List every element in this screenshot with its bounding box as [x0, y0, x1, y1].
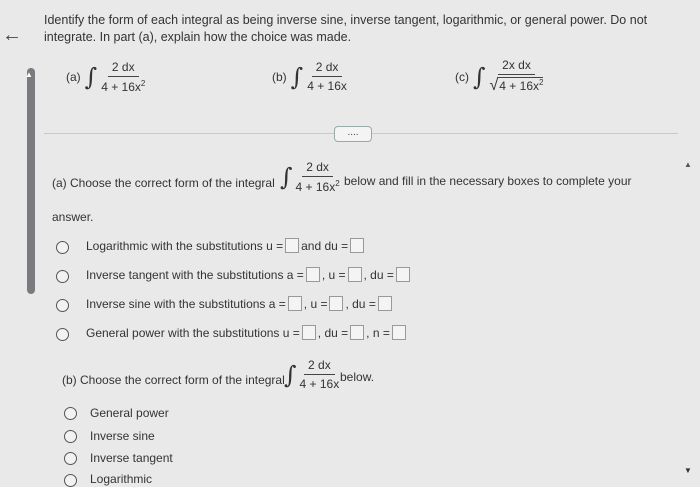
- radio-inverse-sine[interactable]: [56, 299, 69, 312]
- radio-b-inverse-sine[interactable]: [64, 430, 77, 443]
- option-b-inverse-tangent: Inverse tangent: [90, 451, 173, 465]
- square-root-icon: √: [489, 77, 499, 94]
- part-a-fraction-denominator-text: 4 + 16x: [295, 180, 336, 194]
- option-inverse-tangent-text-3: , du =: [363, 267, 394, 282]
- part-a-prompt-before: (a) Choose the correct form of the integral: [52, 176, 275, 190]
- option-b-inverse-sine: Inverse sine: [90, 429, 155, 443]
- fraction-c-radicand: [497, 77, 543, 93]
- more-button[interactable]: ....: [334, 126, 372, 142]
- answer-box-u[interactable]: [302, 325, 316, 340]
- integral-a: [66, 60, 145, 94]
- option-logarithmic-text-1: Logarithmic with the substitutions u =: [86, 238, 284, 253]
- integral-c-label: (c): [455, 69, 469, 84]
- radio-b-inverse-tangent[interactable]: [64, 452, 77, 465]
- option-inverse-sine-text-2: , u =: [303, 296, 328, 311]
- fraction-a-numerator: 2 dx: [108, 60, 139, 77]
- fraction-b-denominator: 4 + 16x: [307, 79, 347, 93]
- part-b-fraction-denominator: 4 + 16x: [299, 377, 340, 391]
- answer-box-u[interactable]: [329, 296, 343, 311]
- radio-inverse-tangent[interactable]: [56, 270, 69, 283]
- option-general-power-text-1: General power with the substitutions u =: [86, 325, 300, 340]
- scroll-up-icon[interactable]: ▲: [25, 70, 33, 79]
- integral-c: [455, 58, 543, 95]
- answer-box-a[interactable]: [306, 267, 320, 282]
- part-b-fraction-numerator: 2 dx: [304, 358, 335, 375]
- answer-box-u[interactable]: [348, 267, 362, 282]
- part-a-fraction: [296, 160, 340, 194]
- integral-sign-icon: ∫: [473, 62, 486, 91]
- part-a-fraction-numerator: 2 dx: [302, 160, 333, 177]
- part-a-prompt-after: below and fill in the necessary boxes to complete your: [344, 174, 632, 188]
- option-inverse-tangent-text-2: , u =: [321, 267, 346, 282]
- integral-b: [272, 60, 347, 93]
- option-inverse-sine-text-3: , du =: [345, 296, 376, 311]
- part-b-integral: [284, 358, 339, 391]
- answer-box-du[interactable]: [350, 325, 364, 340]
- scroll-down-icon[interactable]: ▼: [684, 466, 692, 475]
- part-a-fraction-exponent: 2: [335, 179, 340, 188]
- option-inverse-sine-text-1: Inverse sine with the substitutions a =: [86, 296, 286, 311]
- radio-logarithmic[interactable]: [56, 241, 69, 254]
- option-general-power-text-3: , n =: [366, 325, 390, 340]
- fraction-a-exponent: 2: [140, 79, 146, 88]
- option-logarithmic-text-2: and du =: [301, 238, 349, 253]
- fraction-b-numerator: 2 dx: [312, 60, 343, 77]
- left-scrollbar[interactable]: [27, 68, 35, 294]
- scroll-up-icon[interactable]: ▲: [684, 160, 692, 169]
- option-inverse-sine: [86, 296, 394, 311]
- fraction-c-exponent: 2: [539, 78, 544, 87]
- option-inverse-tangent: [86, 267, 412, 282]
- integral-b-label: (b): [272, 69, 287, 84]
- fraction-c: [490, 58, 544, 95]
- part-b-fraction: [300, 358, 340, 391]
- integral-sign-icon: ∫: [290, 62, 304, 91]
- fraction-c-denominator: [490, 75, 544, 95]
- option-logarithmic: [86, 238, 366, 253]
- fraction-b: [307, 60, 347, 93]
- fraction-a: [101, 60, 145, 94]
- answer-box-n[interactable]: [392, 325, 406, 340]
- fraction-c-numerator: 2x dx: [498, 58, 535, 75]
- part-b-prompt-after: below.: [340, 370, 375, 384]
- answer-box-du[interactable]: [350, 238, 364, 253]
- fraction-a-denominator-text: 4 + 16x: [101, 80, 141, 94]
- integral-sign-icon: ∫: [84, 63, 98, 91]
- part-a-integral: [280, 160, 340, 194]
- option-b-general-power: General power: [90, 406, 169, 420]
- integral-sign-icon: ∫: [280, 163, 293, 191]
- integral-sign-icon: ∫: [284, 360, 297, 389]
- answer-box-u[interactable]: [285, 238, 299, 253]
- answer-box-a[interactable]: [288, 296, 302, 311]
- fraction-c-denominator-text: 4 + 16x: [499, 79, 539, 93]
- answer-box-du[interactable]: [396, 267, 410, 282]
- integral-a-label: (a): [66, 70, 81, 84]
- part-a-prompt-end: answer.: [52, 210, 94, 224]
- option-inverse-tangent-text-1: Inverse tangent with the substitutions a =: [86, 267, 304, 282]
- back-arrow-icon[interactable]: ←: [2, 24, 22, 46]
- option-b-logarithmic: Logarithmic: [90, 472, 153, 486]
- option-general-power-text-2: , du =: [317, 325, 349, 340]
- option-general-power: [86, 325, 408, 340]
- radio-b-general-power[interactable]: [64, 407, 77, 420]
- part-a-fraction-denominator: [296, 177, 340, 194]
- radio-b-logarithmic[interactable]: [64, 474, 77, 487]
- answer-box-du[interactable]: [378, 296, 392, 311]
- fraction-a-denominator: [101, 77, 145, 94]
- radio-general-power[interactable]: [56, 328, 69, 341]
- instructions-text: Identify the form of each integral as being inverse sine, inverse tangent, logarithmic, or general power. Do not integrate. In part (a), explain how the choice was made.: [44, 13, 648, 44]
- part-b-prompt-before: (b) Choose the correct form of the integral: [62, 373, 285, 387]
